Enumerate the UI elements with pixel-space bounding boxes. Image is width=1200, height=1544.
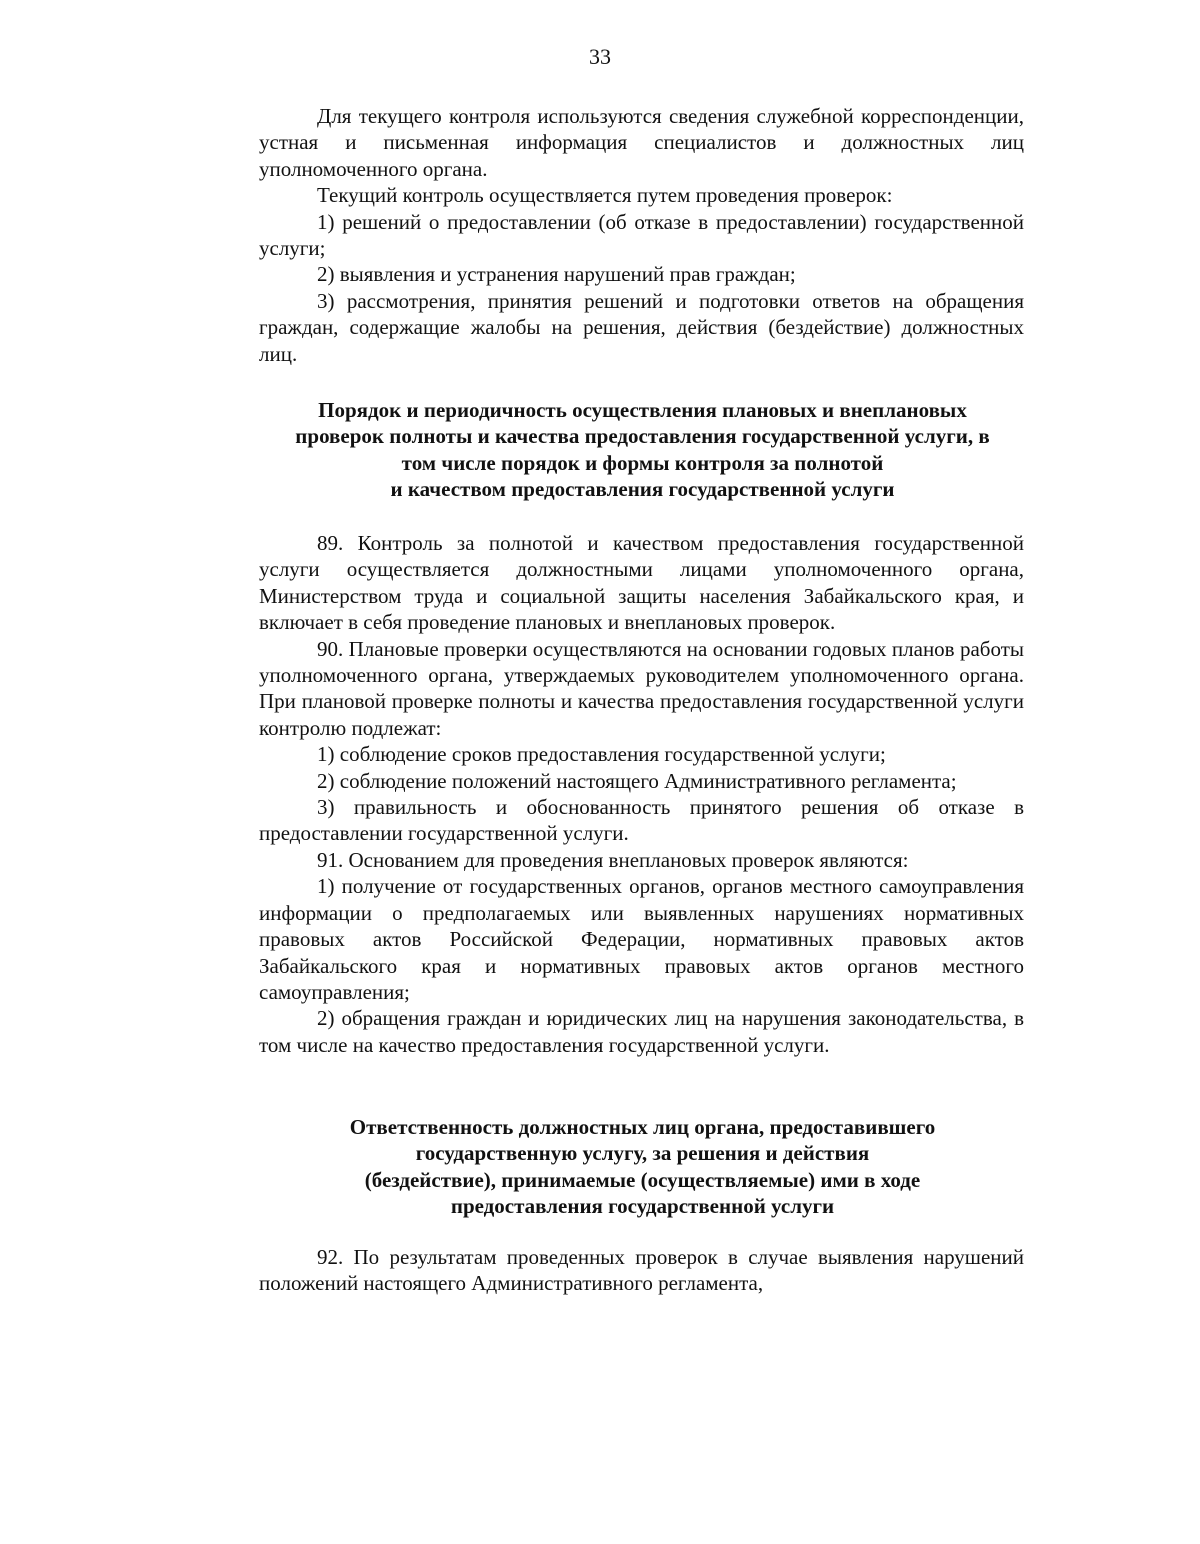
heading-line: и качеством предоставления государственной услуги [390,477,895,502]
paragraph: Текущий контроль осуществляется путем проведения проверок: [317,183,893,208]
section-2-body [259,1244,1024,1297]
heading-line: проверок полноты и качества предоставления государственной услуги, в [295,424,990,449]
heading-line: (бездействие), принимаемые (осуществляемые) ими в ходе [364,1167,921,1192]
heading-line: предоставления государственной услуги [450,1194,835,1219]
paragraph: 91. Основанием для проведения внеплановых проверок являются: [317,847,909,872]
paragraph: 89. Контроль за полнотой и качеством предоставления государственной услуги осуществляется должностными лицами уполномоченного органа, Министерством труда и социальной защиты населения Забайкальского края, и включает в себя проведение плановых и внеплановых проверок. [259,531,1024,635]
paragraph: 2) обращения граждан и юридических лиц на нарушения законодательства, в том числе на качество предоставления государственной услуги. [259,1006,1024,1057]
paragraph: 2) соблюдение положений настоящего Административного регламента; [317,768,957,793]
paragraph: 92. По результатам проведенных проверок в случае выявления нарушений положений настоящего Административного регламента, [259,1245,1024,1296]
paragraph: 2) выявления и устранения нарушений прав граждан; [317,262,796,287]
paragraph: 1) соблюдение сроков предоставления государственной услуги; [317,742,886,767]
paragraph: 1) получение от государственных органов, органов местного самоуправления информации о предполагаемых или выявленных нарушениях нормативных правовых актов Российской Федерации, нормативных правовых актов Забайкальского края и нормативных правовых актов органов местного самоуправления; [259,874,1024,1004]
paragraph: Для текущего контроля используются сведения служебной корреспонденции, устная и письменная информация специалистов и должностных лиц уполномоченного органа. [259,104,1024,181]
section-heading-1 [230,397,1055,503]
section-1-body [259,530,1024,1058]
heading-line: Порядок и периодичность осуществления плановых и внеплановых [318,398,967,422]
heading-line: государственную услугу, за решения и действия [415,1141,870,1166]
paragraph: 1) решений о предоставлении (об отказе в предоставлении) государственной услуги; [259,209,1024,261]
heading-line: Ответственность должностных лиц органа, предоставившего [349,1115,936,1139]
paragraph: 3) рассмотрения, принятия решений и подготовки ответов на обращения граждан, содержащие жалобы на решения, действия (бездействие) должностных лиц. [259,288,1024,366]
section-heading-2 [250,1114,1035,1220]
paragraph: 3) правильность и обоснованность принятого решения об отказе в предоставлении государственной услуги. [259,795,1024,846]
paragraph: 90. Плановые проверки осуществляются на основании годовых планов работы уполномоченного органа, утверждаемых руководителем уполномоченного органа. При плановой проверке полноты и качества предоставления государственной услуги контролю подлежат: [259,636,1024,740]
intro-block [259,103,1024,367]
page-number: 33 [589,44,611,69]
heading-line: том числе порядок и формы контроля за полнотой [401,450,884,475]
